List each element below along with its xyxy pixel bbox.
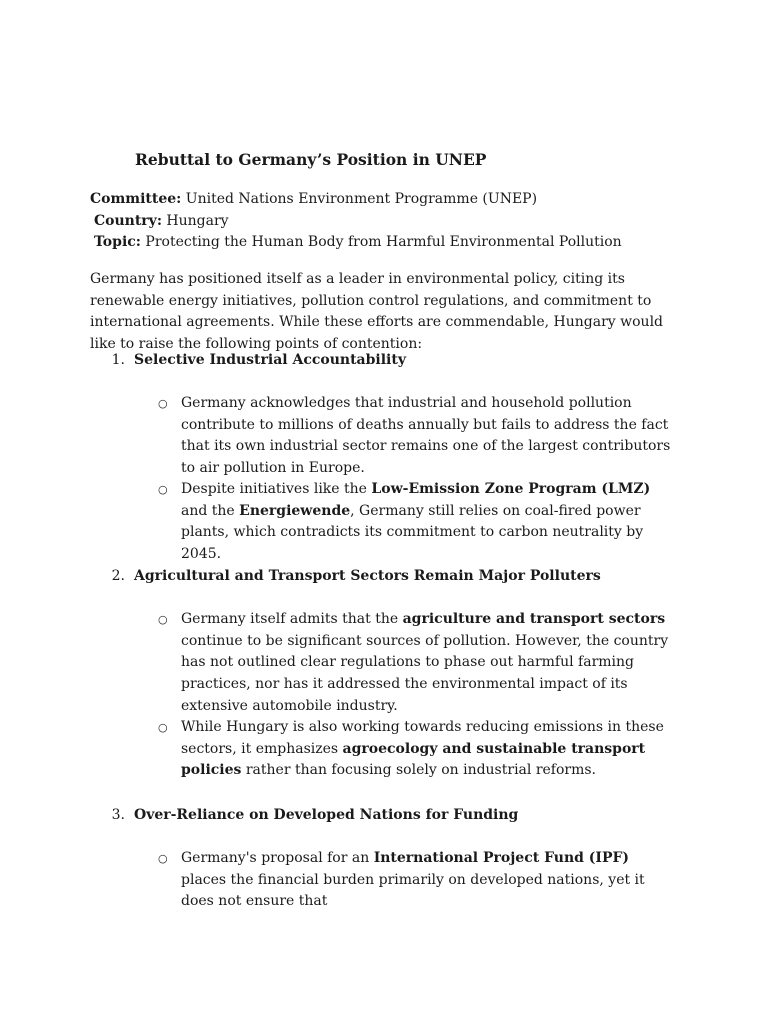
bullet-text [181,717,678,782]
bullet-text-run: , Germany still relies on coal-fired power plants, which contradicts its commitment to carbon neutrality by 2045. [181,502,644,563]
section-title: Selective Industrial Accountability [134,352,406,368]
bullet-text [181,393,678,480]
document-title: Rebuttal to Germany’s Position in UNEP [135,150,487,169]
bullet-bold-run: agroecology and sustainable transport policies [181,740,646,779]
bullet-text-run: Despite initiatives like the [181,481,372,497]
section-number: 3. [111,807,125,823]
topic-label: Topic: [94,234,141,250]
bullet-bold-run: International Project Fund (IPF) [373,850,630,866]
bullet-text-run: While Hungary is also working towards reducing emissions in these sectors, it emphasizes [181,719,664,757]
bullet-text-run: rather than focusing solely on industrial reforms. [241,762,597,779]
bullet-item [158,479,678,566]
bullet-text-run: Germany itself admits that the [181,611,403,627]
bullet-text-run: continue to be significant sources of pollution. However, the country has not outlined clear regulations to phase out harmful farming practices, nor has it addressed the environmental impact of its extensive automobile industry. [181,632,669,714]
hollow-circle-bullet-icon: ○ [158,721,168,734]
topic-value: Protecting the Human Body from Harmful Environmental Pollution [140,234,622,250]
country-label: Country: [94,213,162,229]
hollow-circle-bullet-icon: ○ [158,852,168,865]
section-heading [90,804,518,826]
bullet-text-run: Germany acknowledges that industrial and household pollution contribute to millions of deaths annually but fails to address the fact that its own industrial sector remains one of the largest contributors to air pollution in Europe. [181,395,671,477]
bullet-bold-run: agriculture and transport sectors [402,611,666,627]
hollow-circle-bullet-icon: ○ [158,397,168,410]
bullet-item [158,393,678,480]
committee-label: Committee: [90,191,182,207]
bullet-item [158,848,678,913]
country-line [94,210,229,232]
intro-paragraph: Germany has positioned itself as a leader in environmental policy, citing its renewable energy initiatives, pollution control regulations, and commitment to international agreements. While these efforts are commendable, Hungary would like to raise the following points of contention: [90,271,664,353]
committee-line [90,188,537,210]
section-number: 1. [111,352,125,368]
committee-value: United Nations Environment Programme (UNEP) [181,191,538,207]
topic-line [94,231,622,253]
bullet-bold-run: Energiewende [239,502,351,519]
section-title: Over-Reliance on Developed Nations for Funding [134,807,519,823]
bullet-text-run: places the financial burden primarily on developed nations, yet it does not ensure that [181,871,645,910]
bullet-text [181,479,678,566]
bullet-text [181,848,678,913]
section-number: 2. [111,568,125,584]
section-heading [90,565,601,587]
bullet-text-run: and the [181,502,240,519]
bullet-item [158,717,678,782]
bullet-text [181,609,678,718]
bullet-text-run: Germany's proposal for an [181,850,374,866]
section-title: Agricultural and Transport Sectors Remain Major Polluters [134,568,601,584]
hollow-circle-bullet-icon: ○ [158,483,168,496]
hollow-circle-bullet-icon: ○ [158,613,168,626]
bullet-item [158,609,678,718]
section-heading [90,349,406,371]
country-value: Hungary [161,213,229,229]
bullet-bold-run: Low-Emission Zone Program (LMZ) [371,481,651,497]
